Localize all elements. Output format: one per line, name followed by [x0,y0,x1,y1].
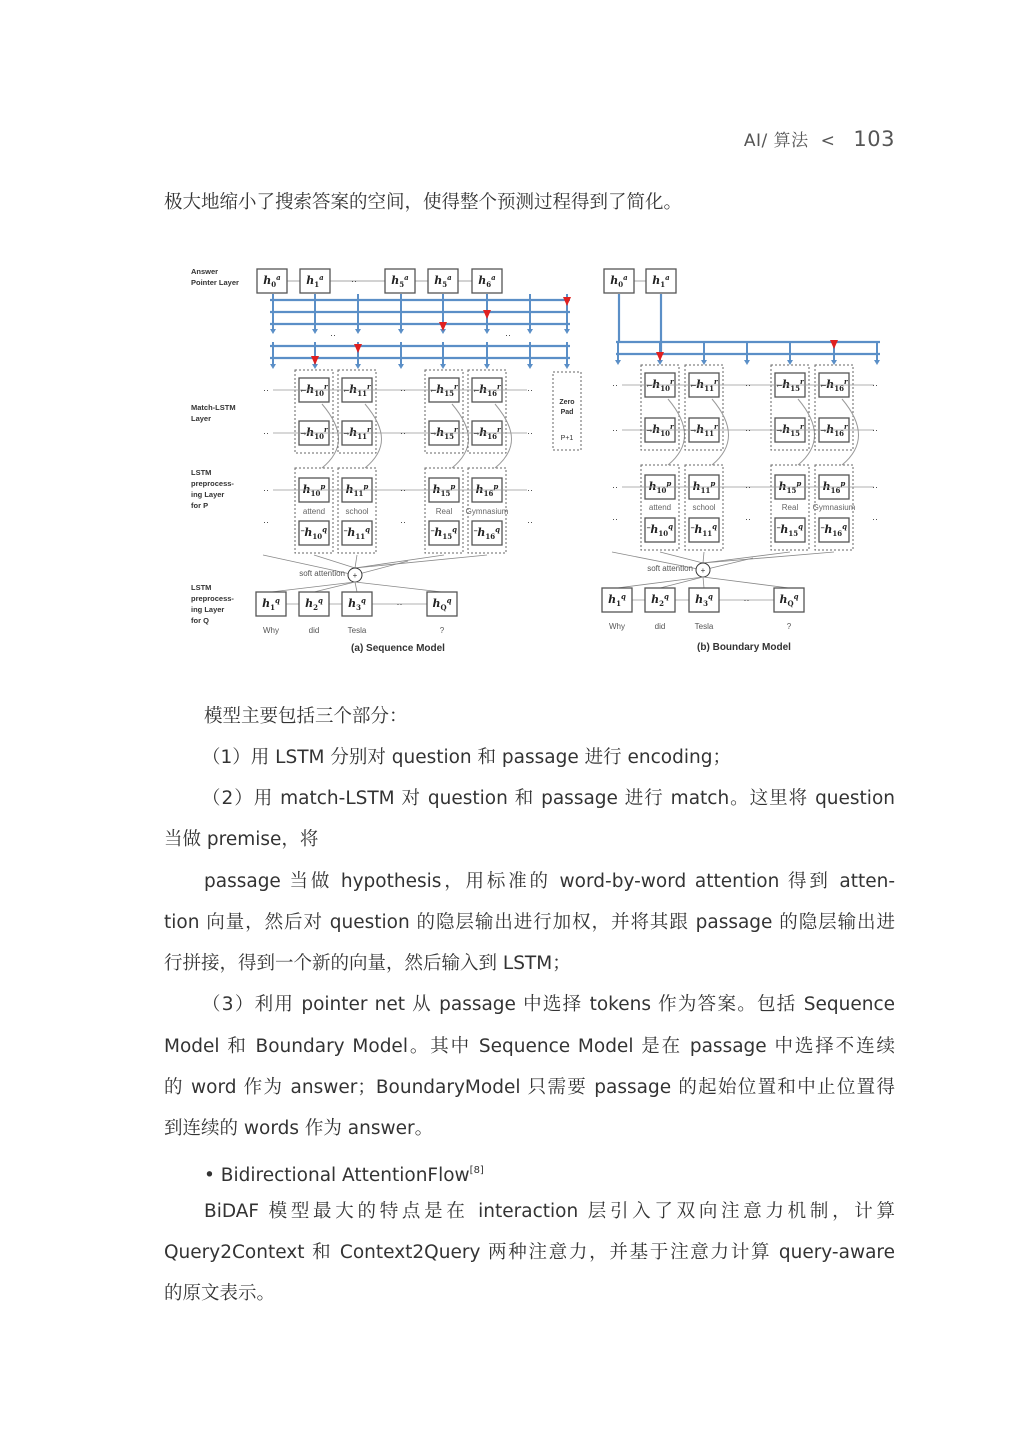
attended-question-node-label: $‾h_{10}^q$ [646,522,674,538]
question-node-label: $h_3^q$ [348,596,366,612]
ellipsis: ·· [351,276,357,286]
attention-line [355,561,408,575]
passage-word: Gymnasium [465,507,509,516]
passage-node-label: $h_{15}^p$ [432,482,456,498]
ellipsis: ·· [872,425,878,435]
pointer-arrowhead [615,360,621,365]
question-node-label: $h_Q^q$ [779,592,799,608]
layer-label: preprocess- [191,479,234,488]
attention-line [314,582,355,592]
ellipsis: ·· [745,482,751,492]
match-lstm-forward-node-label: $\to h_{10}^r$ [300,425,328,441]
ellipsis: ·· [527,385,533,395]
ellipsis: ·· [527,485,533,495]
ellipsis: ·· [263,385,269,395]
attended-question-node-label: $‾h_{15}^q$ [776,522,804,538]
match-lstm-forward-node-label: $\to h_{16}^r$ [473,425,501,441]
layer-label: Layer [191,414,212,423]
pointer-arrowhead [527,329,533,334]
passage-node-label: $h_{16}^p$ [475,482,499,498]
question-node-label: $h_1^q$ [608,592,626,608]
pointer-arrowhead [312,329,318,334]
question-node-label: $h_3^q$ [695,592,713,608]
plus-icon: + [352,571,358,580]
separator: < [820,131,836,151]
body-line: （1）用 LSTM 分别对 question 和 passage 进行 encoding； [202,747,731,768]
pointer-arrowhead [787,360,793,365]
layer-label: for P [191,501,209,510]
ellipsis: ·· [263,428,269,438]
match-lstm-backward-node-label: $\leftarrow h_{11}^r$ [690,377,718,393]
bullet-heading [204,1159,895,1188]
passage-word: school [345,507,369,516]
ellipsis: ·· [400,485,406,495]
passage-word: attend [302,507,326,516]
passage-node-label: $h_{10}^p$ [648,479,672,495]
match-lstm-backward-node-label: $\leftarrow h_{16}^r$ [820,377,848,393]
ellipsis: ·· [263,485,269,495]
ellipsis: ·· [612,380,618,390]
ellipsis: ·· [612,482,618,492]
answer-pointer-node-label: $h_5^a$ [434,273,452,289]
attention-line [703,552,834,563]
ellipsis: ·· [745,514,751,524]
attention-line [355,582,357,592]
match-lstm-forward-node-label: $\to h_{15}^r$ [430,425,458,441]
layer-label: for Q [191,616,209,625]
answer-pointer-node-label: $h_5^a$ [391,273,409,289]
pointer-arrowhead [484,329,490,334]
passage-node-label: $h_{10}^p$ [302,482,326,498]
question-word: did [654,622,666,631]
pointer-arrowhead [398,364,404,369]
selected-pointer-marker [439,322,447,331]
ellipsis: ·· [400,428,406,438]
ellipsis: ·· [743,595,750,605]
attention-line [660,552,703,563]
ellipsis: ·· [396,599,403,609]
figure-caption-a: (a) Sequence Model [351,643,445,654]
soft-attention-label: soft attention [299,569,345,578]
question-word: Why [609,622,625,631]
attention-line [703,552,790,563]
pointer-arrowhead [744,360,750,365]
answer-pointer-node-label: $h_1^a$ [306,273,324,289]
body-line: 模型主要包括三个部分： [204,706,408,727]
ellipsis: ·· [505,330,511,340]
selected-pointer-marker [656,352,664,361]
body-line: （3）利用 pointer net 从 passage 中选择 tokens 作为答案。包括 Sequence [202,994,895,1015]
selected-pointer-marker [311,356,319,365]
question-node-label: $h_1^q$ [262,596,280,612]
body-line: （2）用 match-LSTM 对 question 和 passage 进行 match。这里将 question [202,788,895,809]
body-line: 的 word 作为 answer；BoundaryModel 只需要 passage 的起始位置和中止位置得 [164,1077,895,1098]
body-line: 的原文表示。 [164,1283,276,1304]
zero-pad-label: P+1 [560,435,574,442]
layer-label: Pointer Layer [191,278,239,287]
ellipsis: ·· [330,330,336,340]
pointer-arrowhead [270,364,276,369]
body-line: 极大地缩小了搜索答案的空间，使得整个预测过程得到了简化。 [164,192,683,213]
pointer-arrowhead [701,360,707,365]
attended-question-node-label: $‾h_{15}^q$ [430,525,458,541]
zero-pad-label: Pad [560,409,574,416]
passage-word: school [692,503,716,512]
body-line: Query2Context 和 Context2Query 两种注意力，并基于注意力计算 query-aware [164,1242,895,1263]
attention-line [314,555,355,568]
selected-pointer-marker [483,310,491,319]
pointer-arrowhead [355,329,361,334]
layer-label: ing Layer [191,490,225,499]
attention-line [703,552,704,563]
attention-line [271,582,355,592]
pointer-arrowhead [527,364,533,369]
question-word: Tesla [694,622,714,631]
ellipsis: ·· [872,482,878,492]
body-line: passage 当做 hypothesis，用标准的 word-by-word attention 得到 atten- [204,871,895,892]
passage-word: Real [781,503,799,512]
ellipsis: ·· [745,425,751,435]
match-lstm-forward-node-label: $\to h_{11}^r$ [690,422,718,438]
question-word: ? [786,622,792,631]
attended-question-node-label: $‾h_{10}^q$ [300,525,328,541]
section-title: AI/ 算法 [743,131,809,151]
question-word: Tesla [347,626,367,635]
ellipsis: ·· [612,514,618,524]
citation-ref[interactable]: [8] [469,1165,484,1176]
attention-line [355,555,444,568]
attended-question-node-label: $‾h_{11}^q$ [690,522,718,538]
plus-icon: + [700,566,706,575]
passage-node-label: $h_{11}^p$ [345,482,369,498]
attended-question-node-label: $‾h_{16}^q$ [820,522,848,538]
ellipsis: ·· [612,425,618,435]
layer-label: Match-LSTM [191,403,236,412]
match-lstm-forward-node-label: $\to h_{16}^r$ [820,422,848,438]
layer-label: LSTM [191,583,212,592]
page-number: 103 [853,127,895,151]
passage-word: Real [435,507,453,516]
ellipsis: ·· [745,380,751,390]
passage-node-label: $h_{16}^p$ [822,479,846,495]
ellipsis: ·· [400,517,406,527]
attention-line [617,577,703,588]
soft-attention-label: soft attention [647,564,693,573]
layer-label: ing Layer [191,605,225,614]
match-lstm-backward-node-label: $\leftarrow h_{10}^r$ [646,377,674,393]
attended-question-node-label: $‾h_{16}^q$ [473,525,501,541]
passage-node-label: $h_{11}^p$ [692,479,716,495]
selected-pointer-marker [563,297,571,306]
pointer-arrowhead [440,364,446,369]
attended-question-node-label: $‾h_{11}^q$ [343,525,371,541]
body-line: 当做 premise，将 [164,829,319,850]
question-word: did [308,626,320,635]
ellipsis: ·· [263,517,269,527]
attention-line [660,577,703,588]
body-line: Model 和 Boundary Model。其中 Sequence Model 是在 passage 中选择不连续 [164,1036,895,1057]
match-lstm-backward-node-label: $\leftarrow h_{10}^r$ [300,382,328,398]
match-lstm-backward-node-label: $\leftarrow h_{15}^r$ [776,377,804,393]
attention-line [703,577,789,588]
match-lstm-figure [0,0,1031,700]
attention-line [703,577,704,588]
match-lstm-backward-node-label: $\leftarrow h_{11}^r$ [343,382,371,398]
question-node-label: $h_Q^q$ [432,596,452,612]
answer-pointer-node-label: $h_0^a$ [263,273,281,289]
ellipsis: ·· [872,514,878,524]
figure-caption-b: (b) Boundary Model [697,642,791,653]
ellipsis: ·· [527,428,533,438]
ellipsis: ·· [400,385,406,395]
body-line: 行拼接，得到一个新的向量，然后输入到 LSTM； [164,953,571,974]
match-lstm-forward-node-label: $\to h_{11}^r$ [343,425,371,441]
question-word: Why [263,626,279,635]
bullet-text: • Bidirectional AttentionFlow [204,1165,470,1186]
question-node-label: $h_2^q$ [651,592,669,608]
pointer-arrowhead [564,329,570,334]
attention-line [355,555,487,568]
question-word: ? [439,626,445,635]
match-lstm-forward-node-label: $\to h_{10}^r$ [646,422,674,438]
layer-label: preprocess- [191,594,234,603]
pointer-arrowhead [270,329,276,334]
passage-node-label: $h_{15}^p$ [778,479,802,495]
zero-pad-label: Zero [559,399,575,406]
answer-pointer-node-label: $h_1^a$ [652,273,670,289]
match-lstm-forward-node-label: $\to h_{15}^r$ [776,422,804,438]
body-line: tion 向量，然后对 question 的隐层输出进行加权，并将其跟 passage 的隐层输出进 [164,912,895,933]
body-line: BiDAF 模型最大的特点是在 interaction 层引入了双向注意力机制，计算 [204,1201,895,1222]
selected-pointer-marker [830,340,838,349]
ellipsis: ·· [527,517,533,527]
pointer-arrowhead [398,329,404,334]
attention-line [355,555,357,568]
layer-label: Answer [191,267,219,276]
selected-pointer-marker [354,344,362,353]
passage-word: Gymnasium [812,503,856,512]
passage-word: attend [648,503,672,512]
match-lstm-backward-node-label: $\leftarrow h_{15}^r$ [430,382,458,398]
pointer-arrowhead [355,364,361,369]
pointer-arrowhead [874,360,880,365]
layer-label: LSTM [191,468,212,477]
pointer-arrowhead [484,364,490,369]
pointer-arrowhead [831,360,837,365]
body-line: 到连续的 words 作为 answer。 [164,1118,434,1139]
ellipsis: ·· [872,380,878,390]
answer-pointer-node-label: $h_0^a$ [610,273,628,289]
question-node-label: $h_2^q$ [305,596,323,612]
answer-pointer-node-label: $h_6^a$ [478,273,496,289]
attention-line [355,582,442,592]
match-lstm-backward-node-label: $\leftarrow h_{16}^r$ [473,382,501,398]
pointer-arrowhead [564,364,570,369]
